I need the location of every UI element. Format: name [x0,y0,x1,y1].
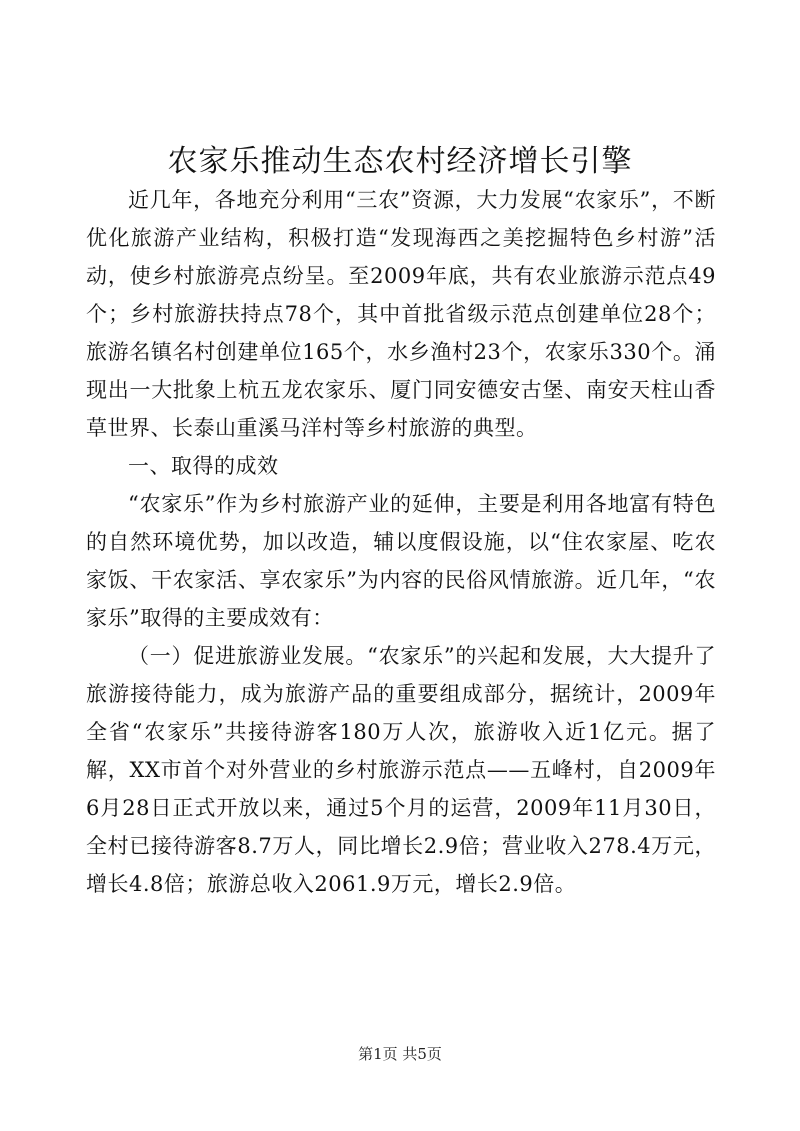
paragraph-intro: 近几年，各地充分利用“三农”资源，大力发展“农家乐”，不断优化旅游产业结构，积极打造“发现海西之美挖掘特色乡村游”活动，使乡村旅游亮点纷呈。至2009年底，共有农业旅游示范点49个；乡村旅游扶持点78个，其中首批省级示范点创建单位28个；旅游名镇名村创建单位165个，水乡渔村23个，农家乐330个。涌现出一大批象上杭五龙农家乐、厦门同安德安古堡、南安天柱山香草世界、长泰山重溪马洋村等乡村旅游的典型。 [86,188,716,440]
paragraph-tourism-development: （一）促进旅游业发展。“农家乐”的兴起和发展，大大提升了旅游接待能力，成为旅游产品的重要组成部分，据统计，2009年全省“农家乐”共接待游客180万人次，旅游收入近1亿元。据了解，XX市首个对外营业的乡村旅游示范点——五峰村，自2009年6月28日正式开放以来，通过5个月的运营，2009年11月30日，全村已接待游客8.7万人，同比增长2.9倍；营业收入278.4万元，增长4.8倍；旅游总收入2061.9万元，增长2.9倍。 [86,644,716,896]
section-heading-achievements: 一、取得的成效 [128,454,279,478]
paragraph-achievements-overview: “农家乐”作为乡村旅游产业的延伸，主要是利用各地富有特色的自然环境优势，加以改造，辅以度假设施，以“住农家屋、吃农家饭、干农家活、享农家乐”为内容的民俗风情旅游。近几年，“农家乐”取得的主要成效有： [86,492,716,630]
document-title: 农家乐推动生态农村经济增长引擎 [167,144,633,179]
page-number-footer: 第1页 共5页 [358,1045,442,1063]
document-body [86,181,716,903]
